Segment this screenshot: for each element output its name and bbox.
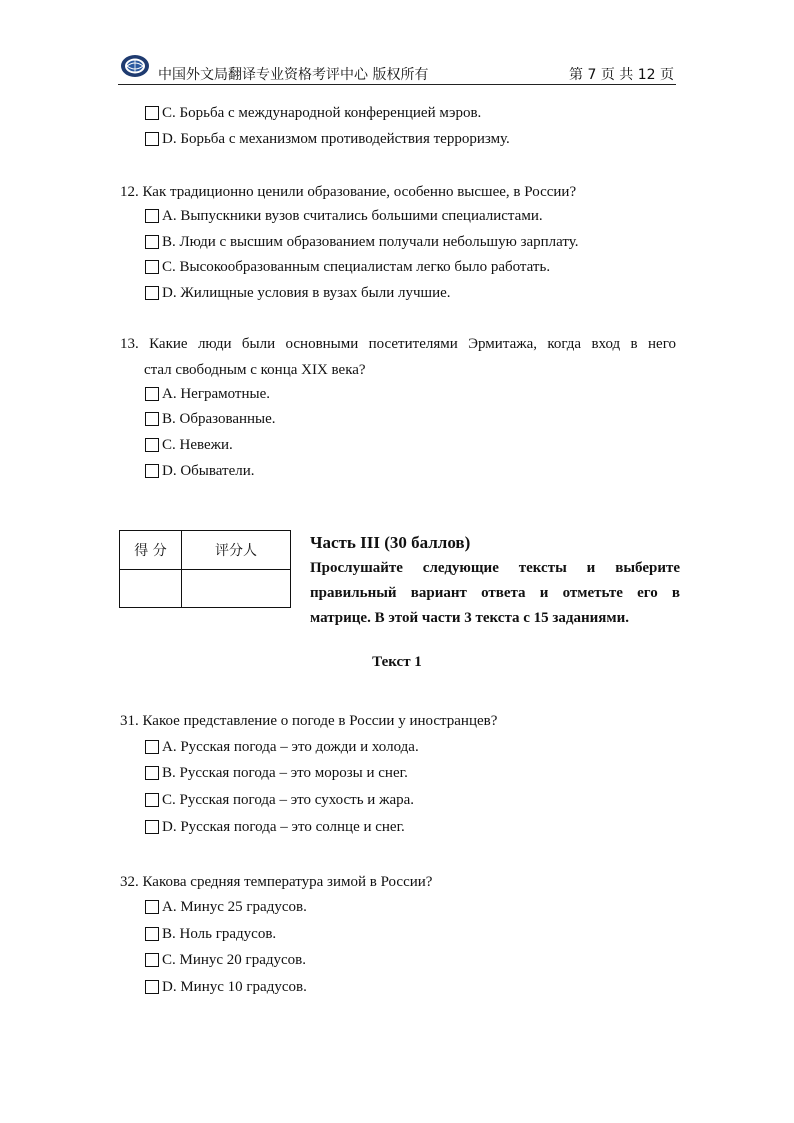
checkbox[interactable]: [145, 953, 159, 967]
checkbox[interactable]: [145, 900, 159, 914]
q32-option-d[interactable]: [145, 977, 307, 997]
header-organization: 中国外文局翻译专业资格考评中心 版权所有: [158, 67, 429, 83]
checkbox[interactable]: [145, 980, 159, 994]
option-label: B. Люди с высшим образованием получали небольшую зарплату.: [162, 234, 579, 250]
grader-cell[interactable]: [182, 570, 291, 608]
option-label: C. Русская погода – это сухость и жара.: [162, 792, 415, 808]
checkbox[interactable]: [145, 412, 159, 426]
option-label: B. Образованные.: [162, 411, 276, 427]
q31-text: 31. Какое представление о погоде в России у иностранцев?: [120, 713, 498, 729]
checkbox[interactable]: [145, 106, 159, 120]
q12-option-b[interactable]: [145, 232, 579, 252]
option-label: A. Русская погода – это дожди и холода.: [162, 739, 419, 755]
q32-text: 32. Какова средняя температура зимой в России?: [120, 874, 433, 890]
q13-option-b[interactable]: [145, 409, 276, 429]
q31-option-a[interactable]: [145, 737, 419, 757]
checkbox[interactable]: [145, 235, 159, 249]
q11-option-d[interactable]: [145, 129, 510, 149]
checkbox[interactable]: [145, 927, 159, 941]
q12-option-d[interactable]: [145, 283, 451, 303]
q11-option-c[interactable]: [145, 103, 481, 123]
q32-option-a[interactable]: [145, 897, 307, 917]
q13-option-a[interactable]: [145, 384, 270, 404]
option-label: D. Русская погода – это солнце и снег.: [162, 819, 405, 835]
option-label: D. Жилищные условия в вузах были лучшие.: [162, 285, 451, 301]
header-page-number: 第 7 页 共 12 页: [569, 67, 674, 83]
option-label: D. Обыватели.: [162, 463, 255, 479]
part-title: Часть III (30 баллов): [310, 533, 471, 552]
option-label: C. Невежи.: [162, 437, 233, 453]
option-label: B. Русская погода – это морозы и снег.: [162, 765, 408, 781]
checkbox[interactable]: [145, 820, 159, 834]
q13-text: [120, 331, 676, 383]
q13-line-2: стал свободным с конца XIX века?: [144, 362, 366, 378]
score-table: [119, 530, 291, 608]
q12-text: 12. Как традиционно ценили образование, особенно высшее, в России?: [120, 184, 577, 200]
option-label: C. Высокообразованным специалистам легко было работать.: [162, 259, 551, 275]
page-header: [118, 52, 676, 85]
option-label: B. Ноль градусов.: [162, 926, 277, 942]
option-label: D. Борьба с механизмом противодействия терроризму.: [162, 131, 510, 147]
q31-option-b[interactable]: [145, 763, 408, 783]
option-label: A. Выпускники вузов считались большими специалистами.: [162, 208, 543, 224]
catti-logo-icon: [120, 54, 150, 78]
grader-header: 评分人: [182, 531, 291, 570]
checkbox[interactable]: [145, 438, 159, 452]
q13-option-d[interactable]: [145, 461, 255, 481]
score-cell[interactable]: [120, 570, 182, 608]
option-label: A. Минус 25 градусов.: [162, 899, 307, 915]
checkbox[interactable]: [145, 464, 159, 478]
q32-option-c[interactable]: [145, 950, 306, 970]
checkbox[interactable]: [145, 766, 159, 780]
q31-option-d[interactable]: [145, 817, 405, 837]
option-label: D. Минус 10 градусов.: [162, 979, 307, 995]
checkbox[interactable]: [145, 793, 159, 807]
score-header: 得 分: [120, 531, 182, 570]
option-label: C. Борьба с международной конференцией мэров.: [162, 105, 482, 121]
option-label: C. Минус 20 градусов.: [162, 952, 306, 968]
option-label: A. Неграмотные.: [162, 386, 270, 402]
checkbox[interactable]: [145, 260, 159, 274]
checkbox[interactable]: [145, 387, 159, 401]
q12-option-c[interactable]: [145, 257, 550, 277]
q31-option-c[interactable]: [145, 790, 414, 810]
text-heading: Текст 1: [372, 654, 422, 670]
q13-line-1: 13. Какие люди были основными посетителями Эрмитажа, когда вход в него: [120, 336, 676, 352]
part-instructions: Прослушайте следующие тексты и выберите правильный вариант ответа и отметьте его в матрице. В этой части 3 текста с 15 заданиями.: [310, 560, 680, 626]
q32-option-b[interactable]: [145, 924, 276, 944]
checkbox[interactable]: [145, 209, 159, 223]
checkbox[interactable]: [145, 286, 159, 300]
q13-option-c[interactable]: [145, 435, 233, 455]
checkbox[interactable]: [145, 132, 159, 146]
q12-option-a[interactable]: [145, 206, 543, 226]
checkbox[interactable]: [145, 740, 159, 754]
